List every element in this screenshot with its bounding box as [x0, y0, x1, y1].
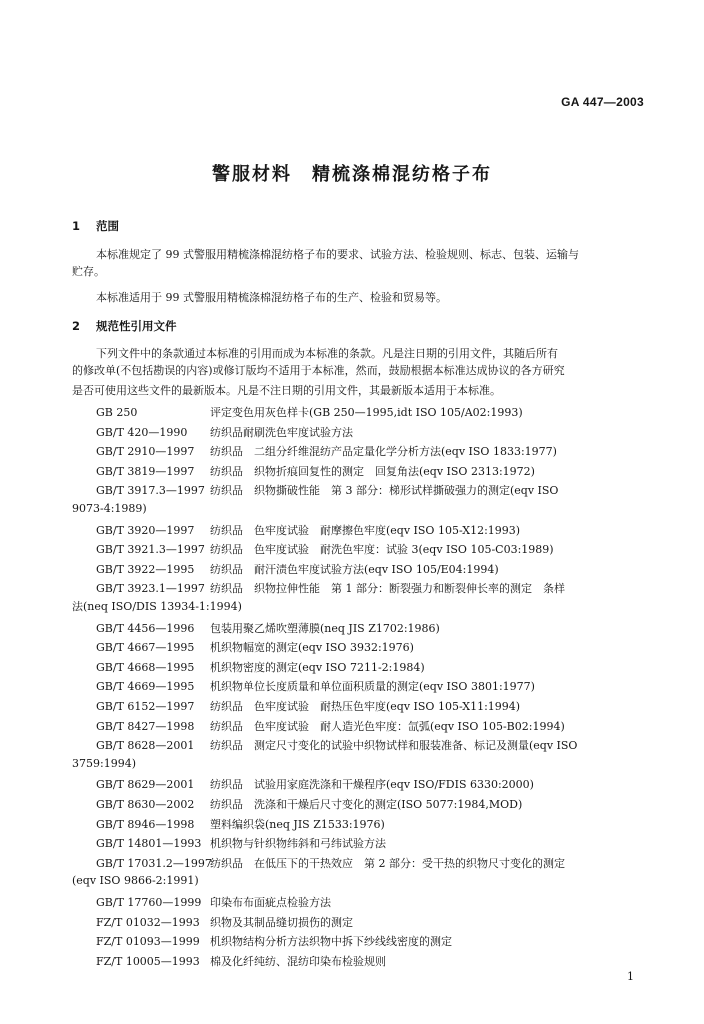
reference-continuation: 法(neq ISO/DIS 13934-1:1994) — [72, 600, 242, 613]
reference-continuation: 3759:1994) — [72, 756, 136, 770]
reference-title: 机织物密度的测定(eqv ISO 7211-2:1984) — [210, 660, 425, 674]
reference-title: 纺织品 在低压下的干热效应 第 2 部分：受干热的织物尺寸变化的测定 — [210, 856, 565, 870]
page-number: 1 — [627, 970, 634, 983]
reference-title: 纺织品 色牢度试验 耐洗色牢度：试验 3(eqv ISO 105-C03:1989) — [210, 543, 554, 557]
reference-code: GB/T 8946—1998 — [96, 817, 195, 831]
reference-title: 纺织品 二组分纤维混纺产品定量化学分析方法(eqv ISO 1833:1977) — [210, 445, 557, 459]
reference-code: GB/T 4668—1995 — [96, 660, 195, 674]
reference-code: GB/T 420—1990 — [96, 425, 188, 439]
reference-code: GB/T 8629—2001 — [96, 778, 195, 792]
reference-title: 纺织品 试验用家庭洗涤和干燥程序(eqv ISO/FDIS 6330:2000) — [210, 778, 534, 792]
reference-continuation: (eqv ISO 9866-2:1991) — [72, 874, 199, 888]
reference-item — [96, 953, 386, 970]
reference-code: GB/T 3819—1997 — [96, 464, 195, 478]
paragraph-line: 本标准规定了 99 式警服用精梳涤棉混纺格子布的要求、试验方法、检验规则、标志、包装、运输与 — [96, 248, 579, 261]
reference-item — [96, 835, 386, 852]
reference-item — [96, 404, 523, 421]
reference-title: 机织物结构分析方法织物中拆下纱线线密度的测定 — [210, 935, 452, 949]
reference-item — [96, 855, 565, 872]
reference-title: 纺织品 耐汗渍色牢度试验方法(eqv ISO 105/E04:1994) — [210, 562, 499, 576]
reference-item — [96, 718, 565, 735]
reference-code: FZ/T 01093—1999 — [96, 935, 200, 949]
reference-code: FZ/T 01032—1993 — [96, 915, 200, 929]
reference-item — [96, 424, 353, 441]
reference-title: 评定变色用灰色样卡(GB 250—1995,idt ISO 105/A02:1993) — [210, 406, 523, 419]
reference-code: GB/T 2910—1997 — [96, 445, 195, 459]
reference-item — [96, 561, 499, 578]
reference-item — [96, 463, 535, 480]
reference-item — [96, 639, 414, 656]
section-title: 范围 — [96, 219, 119, 233]
reference-title: 塑料编织袋(neq JIS Z1533:1976) — [210, 817, 385, 831]
section-number: 1 — [72, 219, 81, 233]
reference-code: GB/T 8630—2002 — [96, 798, 195, 811]
reference-title: 纺织品耐刷洗色牢度试验方法 — [210, 425, 353, 439]
reference-title: 纺织品 色牢度试验 耐热压色牢度(eqv ISO 105-X11:1994) — [210, 700, 521, 713]
section-heading-normative-references — [72, 318, 177, 334]
reference-code: GB/T 3923.1—1997 — [96, 582, 205, 596]
reference-title: 纺织品 织物拉伸性能 第 1 部分：断裂强力和断裂伸长率的测定 条样 — [210, 582, 565, 596]
reference-title: 纺织品 测定尺寸变化的试验中织物试样和服装准备、标记及测量(eqv ISO — [210, 739, 578, 753]
reference-title: 纺织品 织物折痕回复性的测定 回复角法(eqv ISO 2313:1972) — [210, 464, 535, 478]
paragraph-line: 本标准适用于 99 式警服用精梳涤棉混纺格子布的生产、检验和贸易等。 — [96, 291, 447, 304]
paragraph-line: 的修改单(不包括勘误的内容)或修订版均不适用于本标准，然而，鼓励根据本标准达成协议的各方研究 — [72, 364, 565, 377]
reference-code: GB/T 8628—2001 — [96, 739, 195, 753]
reference-code: GB/T 4667—1995 — [96, 641, 195, 655]
reference-item — [96, 894, 331, 911]
reference-title: 印染布布面疵点检验方法 — [210, 896, 331, 909]
reference-title: 纺织品 洗涤和干燥后尺寸变化的测定(ISO 5077:1984,MOD) — [210, 798, 523, 811]
reference-item — [96, 776, 534, 793]
reference-title: 纺织品 织物撕破性能 第 3 部分：梯形试样撕破强力的测定(eqv ISO — [210, 484, 559, 498]
reference-item — [96, 482, 558, 499]
reference-item — [96, 816, 385, 833]
reference-continuation: 9073-4:1989) — [72, 502, 147, 515]
paragraph-line: 下列文件中的条款通过本标准的引用而成为本标准的条款。凡是注日期的引用文件，其随后所有 — [96, 347, 558, 360]
reference-code: GB/T 3920—1997 — [96, 523, 195, 537]
section-number: 2 — [72, 319, 81, 333]
reference-code: GB/T 4669—1995 — [96, 680, 195, 694]
document-code: GA 447—2003 — [561, 95, 644, 109]
reference-item — [96, 698, 520, 715]
reference-code: GB/T 3921.3—1997 — [96, 543, 205, 557]
reference-code: GB/T 3917.3—1997 — [96, 484, 205, 498]
reference-code: GB 250 — [96, 406, 138, 419]
paragraph-line: 是否可使用这些文件的最新版本。凡是不注日期的引用文件，其最新版本适用于本标准。 — [72, 384, 501, 397]
section-title: 规范性引用文件 — [96, 319, 177, 333]
reference-item — [96, 541, 554, 558]
reference-code: GB/T 4456—1996 — [96, 621, 195, 635]
reference-item — [96, 914, 353, 931]
paragraph-line: 贮存。 — [72, 265, 105, 278]
reference-item — [96, 620, 440, 637]
reference-item — [96, 678, 535, 695]
reference-item — [96, 933, 452, 950]
reference-item — [96, 737, 577, 754]
reference-title: 纺织品 色牢度试验 耐人造光色牢度：氙弧(eqv ISO 105-B02:1994) — [210, 719, 565, 733]
reference-code: FZ/T 10005—1993 — [96, 954, 200, 968]
reference-code: GB/T 14801—1993 — [96, 837, 202, 851]
reference-code: GB/T 17760—1999 — [96, 896, 202, 909]
document-title: 警服材料 精梳涤棉混纺格子布 — [212, 164, 492, 185]
section-heading-scope — [72, 218, 119, 234]
reference-code: GB/T 17031.2—1997 — [96, 856, 212, 870]
reference-title: 包装用聚乙烯吹塑薄膜(neq JIS Z1702:1986) — [210, 621, 440, 635]
reference-code: GB/T 3922—1995 — [96, 562, 195, 576]
reference-item — [96, 522, 520, 539]
reference-title: 织物及其制品缝切损伤的测定 — [210, 915, 353, 929]
reference-title: 棉及化纤纯纺、混纺印染布检验规则 — [210, 954, 386, 968]
reference-item — [96, 659, 425, 676]
reference-title: 纺织品 色牢度试验 耐摩擦色牢度(eqv ISO 105-X12:1993) — [210, 523, 521, 537]
reference-title: 机织物幅宽的测定(eqv ISO 3932:1976) — [210, 641, 414, 655]
reference-item — [96, 580, 565, 597]
reference-item — [96, 443, 557, 460]
reference-title: 机织物单位长度质量和单位面积质量的测定(eqv ISO 3801:1977) — [210, 680, 535, 694]
reference-code: GB/T 6152—1997 — [96, 700, 195, 713]
reference-code: GB/T 8427—1998 — [96, 719, 195, 733]
reference-title: 机织物与针织物纬斜和弓纬试验方法 — [210, 837, 386, 851]
reference-item — [96, 796, 522, 813]
